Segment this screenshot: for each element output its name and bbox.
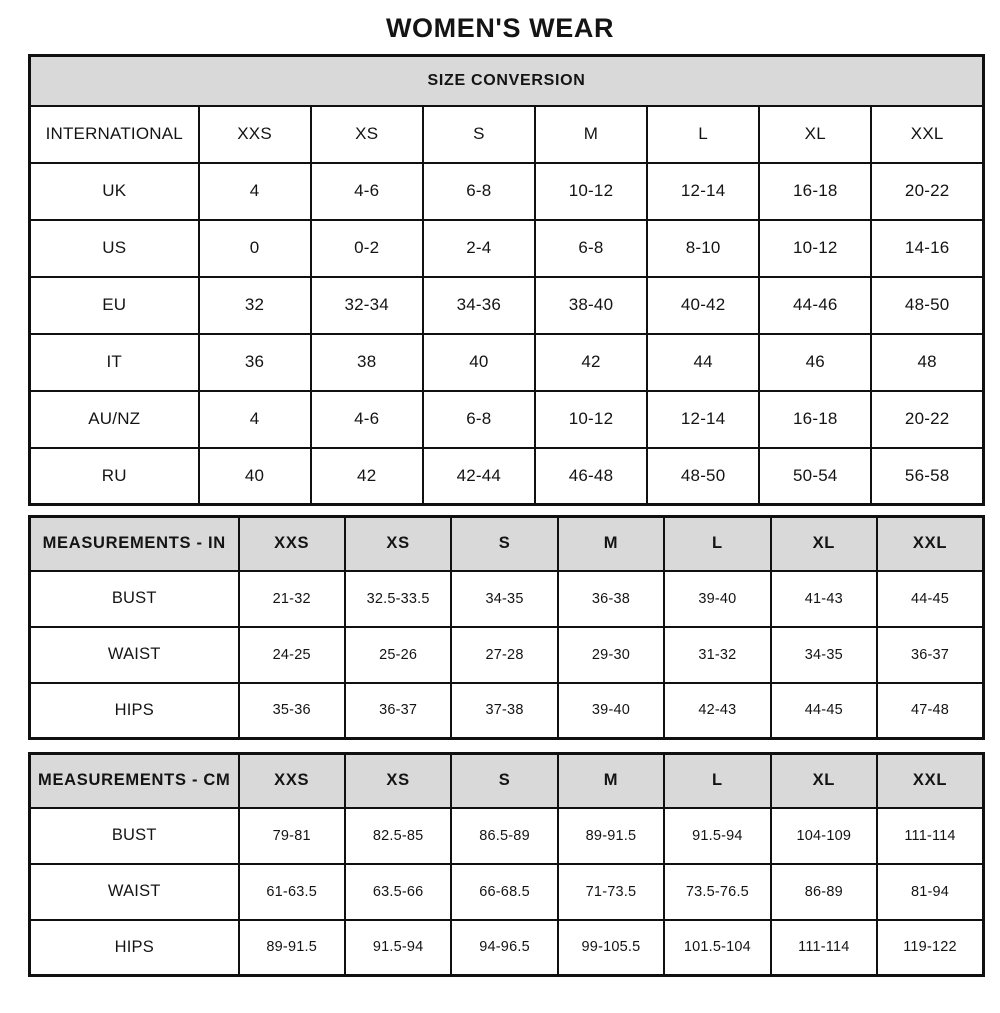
col-header-s: S [451,517,557,571]
size-cell: 40 [423,334,535,391]
measurements-in-header-row [30,517,984,571]
row-waist-in [30,627,984,683]
measurements-in-header: MEASUREMENTS - IN [30,517,239,571]
measurements-cm-header: MEASUREMENTS - CM [30,754,239,808]
measure-cell: 111-114 [877,808,983,864]
size-cell: 50-54 [759,448,871,505]
col-header-xs: XS [345,517,451,571]
row-label: RU [30,448,199,505]
measure-cell: 21-32 [239,571,345,627]
row-label: UK [30,163,199,220]
size-cell: 0-2 [311,220,423,277]
measure-cell: 34-35 [451,571,557,627]
col-header-xxs: XXS [199,106,311,163]
size-cell: 16-18 [759,163,871,220]
measure-cell: 91.5-94 [345,920,451,976]
size-cell: 12-14 [647,163,759,220]
col-header-xxs: XXS [239,517,345,571]
measure-cell: 91.5-94 [664,808,770,864]
measure-cell: 24-25 [239,627,345,683]
row-bust-cm [30,808,984,864]
size-cell: 42 [311,448,423,505]
measurements-cm-table [28,752,985,977]
size-conversion-header: SIZE CONVERSION [30,56,984,106]
size-cell: 2-4 [423,220,535,277]
size-cell: 0 [199,220,311,277]
row-label: WAIST [30,627,239,683]
page-title: WOMEN'S WEAR [385,13,615,43]
row-hips-cm [30,920,984,976]
row-ru [30,448,984,505]
measure-cell: 63.5-66 [345,864,451,920]
size-cell: 46-48 [535,448,647,505]
measure-cell: 94-96.5 [451,920,557,976]
size-cell: 10-12 [535,391,647,448]
size-cell: 16-18 [759,391,871,448]
measure-cell: 66-68.5 [451,864,557,920]
row-label: EU [30,277,199,334]
measure-cell: 71-73.5 [558,864,664,920]
size-cell: 44-46 [759,277,871,334]
measure-cell: 37-38 [451,683,557,739]
size-cell: 6-8 [423,391,535,448]
size-cell: 10-12 [759,220,871,277]
col-header-m: M [558,754,664,808]
size-cell: 42 [535,334,647,391]
measure-cell: 61-63.5 [239,864,345,920]
size-cell: 46 [759,334,871,391]
col-header-m: M [535,106,647,163]
measure-cell: 89-91.5 [239,920,345,976]
measure-cell: 42-43 [664,683,770,739]
measure-cell: 73.5-76.5 [664,864,770,920]
size-cell: 40 [199,448,311,505]
row-uk [30,163,984,220]
measurements-in-table [28,515,985,740]
row-label: AU/NZ [30,391,199,448]
measure-cell: 99-105.5 [558,920,664,976]
row-label: BUST [30,571,239,627]
row-it [30,334,984,391]
measure-cell: 119-122 [877,920,983,976]
size-cell: 56-58 [871,448,983,505]
col-header-international: INTERNATIONAL [30,106,199,163]
size-cell: 42-44 [423,448,535,505]
measure-cell: 29-30 [558,627,664,683]
col-header-s: S [423,106,535,163]
measure-cell: 89-91.5 [558,808,664,864]
col-header-xxl: XXL [871,106,983,163]
size-cell: 48 [871,334,983,391]
row-us [30,220,984,277]
col-header-xxs: XXS [239,754,345,808]
col-header-l: L [664,754,770,808]
measure-cell: 41-43 [771,571,877,627]
size-cell: 32 [199,277,311,334]
row-label: US [30,220,199,277]
size-cell: 38-40 [535,277,647,334]
col-header-l: L [664,517,770,571]
size-cell: 32-34 [311,277,423,334]
col-header-xl: XL [771,517,877,571]
row-aunz [30,391,984,448]
size-cell: 12-14 [647,391,759,448]
measure-cell: 39-40 [558,683,664,739]
measure-cell: 36-37 [877,627,983,683]
size-cell: 8-10 [647,220,759,277]
size-cell: 14-16 [871,220,983,277]
col-header-xxl: XXL [877,754,983,808]
row-hips-in [30,683,984,739]
measure-cell: 81-94 [877,864,983,920]
col-header-s: S [451,754,557,808]
size-cell: 44 [647,334,759,391]
size-cell: 6-8 [423,163,535,220]
col-header-xxl: XXL [877,517,983,571]
size-cell: 34-36 [423,277,535,334]
measure-cell: 34-35 [771,627,877,683]
measure-cell: 86-89 [771,864,877,920]
measure-cell: 36-37 [345,683,451,739]
col-header-xl: XL [759,106,871,163]
size-conversion-header-row [30,56,984,106]
measure-cell: 31-32 [664,627,770,683]
measure-cell: 32.5-33.5 [345,571,451,627]
size-cell: 20-22 [871,163,983,220]
measure-cell: 44-45 [877,571,983,627]
size-cell: 4-6 [311,163,423,220]
size-cell: 10-12 [535,163,647,220]
row-label: WAIST [30,864,239,920]
measure-cell: 36-38 [558,571,664,627]
size-conversion-columns-row [30,106,984,163]
measure-cell: 101.5-104 [664,920,770,976]
size-cell: 36 [199,334,311,391]
measure-cell: 82.5-85 [345,808,451,864]
measure-cell: 111-114 [771,920,877,976]
measure-cell: 27-28 [451,627,557,683]
row-label: HIPS [30,920,239,976]
measure-cell: 25-26 [345,627,451,683]
row-label: BUST [30,808,239,864]
size-cell: 4-6 [311,391,423,448]
row-label: IT [30,334,199,391]
col-header-xs: XS [345,754,451,808]
row-eu [30,277,984,334]
measure-cell: 39-40 [664,571,770,627]
col-header-xs: XS [311,106,423,163]
page [0,13,1000,977]
size-cell: 48-50 [647,448,759,505]
col-header-l: L [647,106,759,163]
measure-cell: 44-45 [771,683,877,739]
row-waist-cm [30,864,984,920]
size-cell: 20-22 [871,391,983,448]
measure-cell: 79-81 [239,808,345,864]
size-cell: 48-50 [871,277,983,334]
measure-cell: 86.5-89 [451,808,557,864]
size-cell: 4 [199,163,311,220]
measure-cell: 47-48 [877,683,983,739]
measurements-cm-header-row [30,754,984,808]
size-cell: 38 [311,334,423,391]
measure-cell: 35-36 [239,683,345,739]
measure-cell: 104-109 [771,808,877,864]
size-cell: 6-8 [535,220,647,277]
size-conversion-table [28,54,985,506]
size-cell: 40-42 [647,277,759,334]
size-cell: 4 [199,391,311,448]
col-header-xl: XL [771,754,877,808]
col-header-m: M [558,517,664,571]
row-label: HIPS [30,683,239,739]
row-bust-in [30,571,984,627]
